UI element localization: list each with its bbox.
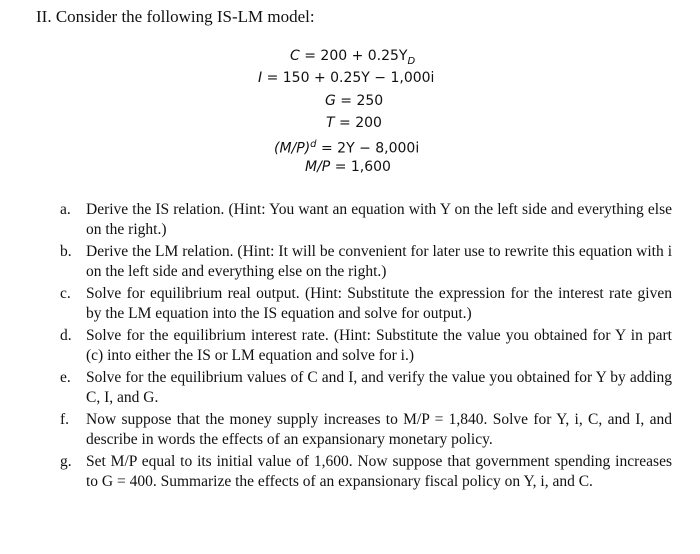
equation-money-demand: $(M/P)^d = 2Y - 8,000i$ xyxy=(274,139,420,157)
question-letter: c. xyxy=(60,285,71,302)
question-text: Now suppose that the money supply increases to M/P = 1,840. Solve for Y, i, C, and I, and describe in words the effects of an expansionary monetary policy. xyxy=(86,411,672,448)
question-b xyxy=(60,242,672,281)
question-text: Solve for the equilibrium interest rate. (Hint: Substitute the value you obtained for Y in part (c) into either the IS or LM equation and solve for i.) xyxy=(86,327,672,364)
question-d xyxy=(60,326,672,365)
question-letter: f. xyxy=(60,411,70,428)
question-text: Derive the IS relation. (Hint: You want an equation with Y on the left side and everything else on the right.) xyxy=(86,201,672,238)
question-text: Derive the LM relation. (Hint: It will be convenient for later use to rewrite this equation with i on the left side and everything else on the right.) xyxy=(86,243,672,280)
equation-consumption: $C = 200 + 0.25Y_D$ xyxy=(290,48,416,67)
question-letter: b. xyxy=(60,243,72,260)
question-text: Set M/P equal to its initial value of 1,600. Now suppose that government spending increases to G = 400. Summarize the effects of an expansionary fiscal policy on Y, i, and C. xyxy=(86,453,672,490)
question-letter: d. xyxy=(60,327,72,344)
question-a xyxy=(60,200,672,239)
question-list xyxy=(60,200,672,494)
equation-government: G = 250 xyxy=(325,93,384,109)
question-text: Solve for equilibrium real output. (Hint: Substitute the expression for the interest rate given by the LM equation into the IS equation and solve for output.) xyxy=(86,285,672,322)
question-text: Solve for the equilibrium values of C and I, and verify the value you obtained for Y by adding C, I, and G. xyxy=(86,369,672,406)
question-letter: g. xyxy=(60,453,72,470)
problem-heading: II. Consider the following IS-LM model: xyxy=(36,7,315,26)
question-f xyxy=(60,410,672,449)
question-letter: a. xyxy=(60,201,71,218)
equation-money-supply: M/P = 1,600 xyxy=(305,159,391,175)
equation-taxes: T = 200 xyxy=(326,115,382,131)
question-g xyxy=(60,452,672,491)
question-letter: e. xyxy=(60,369,71,386)
question-e xyxy=(60,368,672,407)
question-c xyxy=(60,284,672,323)
equation-investment: I = 150 + 0.25Y − 1,000i xyxy=(258,70,435,86)
